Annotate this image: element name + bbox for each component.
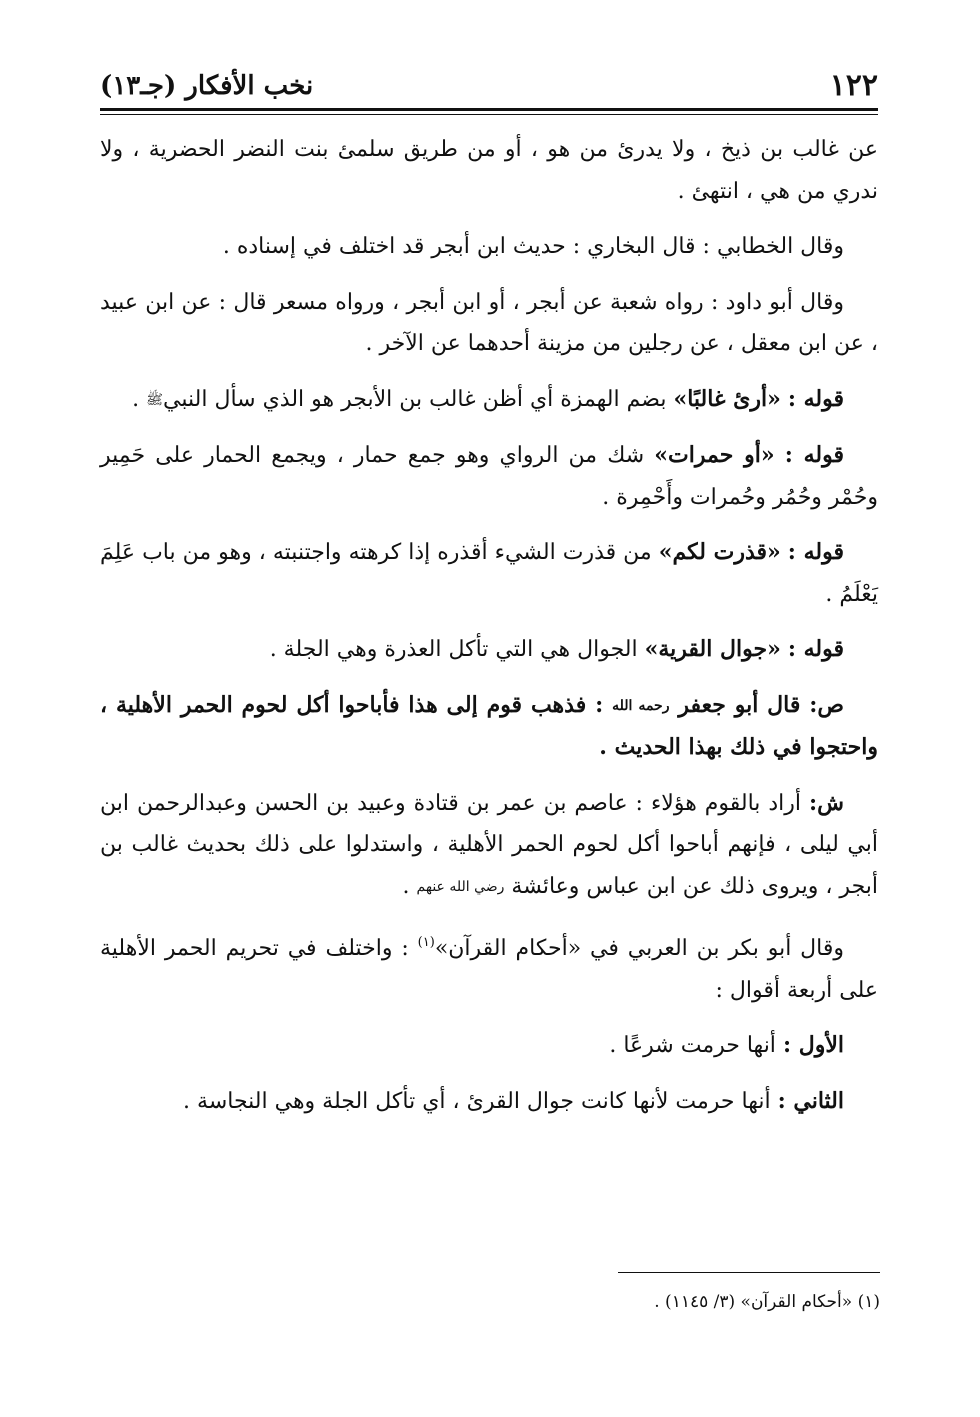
paragraph-12-text: أنها حرمت لأنها كانت جوال القرئ ، أي تأكل الجلة وهي النجاسة . xyxy=(183,1088,771,1114)
footnote-separator xyxy=(618,1272,880,1273)
paragraph-6 xyxy=(100,532,878,615)
paragraph-7-quote: «جوال القرية» xyxy=(644,636,781,662)
paragraph-6-lead: قوله : xyxy=(787,539,844,565)
paragraph-9-end: . xyxy=(402,873,410,899)
paragraph-12-lead: الثاني : xyxy=(777,1087,844,1114)
paragraph-4-quote: «أرئ غالبًا» xyxy=(673,385,781,412)
paragraph-10-text2: : واختلف في تحريم الحمر الأهلية على أربعة أقوال : xyxy=(100,936,878,1003)
paragraph-11-lead: الأول : xyxy=(782,1032,844,1058)
page xyxy=(100,58,878,1136)
paragraph-9-lead: ش: xyxy=(809,789,844,816)
paragraph-4-text: بضم الهمزة أي أظن غالب بن الأبجر هو الذي سأل النبي xyxy=(163,386,667,412)
paragraph-5-lead: قوله : xyxy=(784,442,844,468)
paragraph-9-honorific: رضي الله عنهم xyxy=(416,878,505,895)
header-rule-thin xyxy=(100,114,878,115)
paragraph-5-text: شك من الرواي وهو جمع حمار ، ويجمع الحمار على حَمِير وحُمْر وحُمُر وحُمرات وأَحْمِرة . xyxy=(100,443,878,510)
footnote: (١) «أحكام القرآن» (٣/ ١١٤٥) . xyxy=(654,1292,880,1312)
paragraph-4-lead: قوله : xyxy=(787,385,844,412)
paragraph-4 xyxy=(100,379,878,422)
paragraph-5-quote: «أو حمرات» xyxy=(654,442,775,468)
paragraph-7-lead: قوله : xyxy=(787,636,844,662)
paragraph-8-text2: : فذهب قوم إلى هذا فأباحوا أكل لحوم الحمر الأهلية ، واحتجوا في ذلك بهذا الحديث . xyxy=(100,691,878,760)
paragraph-9-text: أراد بالقوم هؤلاء : عاصم بن عمر بن قتادة وعبيد بن الحسن وعبدالرحمن ابن أبي ليلى ، فإنهم أباحوا أكل لحوم الحمر الأهلية ، واستدلوا على ذلك بحديث غالب بن أبجر ، ويروى ذلك عن ابن عباس وعائشة xyxy=(100,790,878,899)
running-title: نخب الأفكار (جـ١٣) xyxy=(100,71,314,101)
paragraph-10 xyxy=(100,922,878,1011)
paragraph-11 xyxy=(100,1025,878,1067)
paragraph-8-lead: ص: xyxy=(809,691,844,718)
paragraph-4-end: . xyxy=(132,386,140,412)
paragraph-7 xyxy=(100,629,878,671)
paragraph-3: وقال أبو داود : رواه شعبة عن أبجر ، أو ابن أبجر ، ورواه مسعر قال : عن ابن عبيد ، عن ابن معقل ، عن رجلين من مزينة أحدهما عن الآخر . xyxy=(100,289,878,356)
paragraph-10-text1: وقال أبو بكر بن العربي في «أحكام القرآن» xyxy=(434,936,845,961)
page-number: ١٢٢ xyxy=(829,68,878,103)
paragraph-8-text1: قال أبو جعفر xyxy=(678,691,801,718)
paragraph-11-text: أنها حرمت شرعًا . xyxy=(609,1033,776,1058)
paragraph-1: عن غالب بن ذيخ ، ولا يدرئ من هو ، أو من طريق سلمئ بنت النضر الحضرية ، ولا ندري من هي ، انتهئ . xyxy=(100,137,878,204)
paragraph-4-honorific: ﷺ xyxy=(146,391,164,408)
page-header xyxy=(100,58,878,106)
paragraph-5 xyxy=(100,435,878,518)
paragraph-6-quote: «قذرت لكم» xyxy=(658,539,781,565)
body-text xyxy=(100,129,878,1122)
paragraph-9 xyxy=(100,783,878,909)
paragraph-12 xyxy=(100,1081,878,1123)
paragraph-8 xyxy=(100,685,878,769)
footnote-reference[interactable]: (١) xyxy=(417,935,435,950)
paragraph-8-honorific: رحمه الله xyxy=(612,697,670,714)
paragraph-6-text: من قذرت الشيء أقذره إذا كرهته واجتنبته ، وهو من باب عَلِمَ يَعْلَمُ . xyxy=(100,540,878,607)
header-rule-thick xyxy=(100,108,878,111)
paragraph-2: وقال الخطابي : قال البخاري : حديث ابن أبجر قد اختلف في إسناده . xyxy=(222,234,844,259)
paragraph-7-text: الجوال هي التي تأكل العذرة وهي الجلة . xyxy=(269,637,638,662)
